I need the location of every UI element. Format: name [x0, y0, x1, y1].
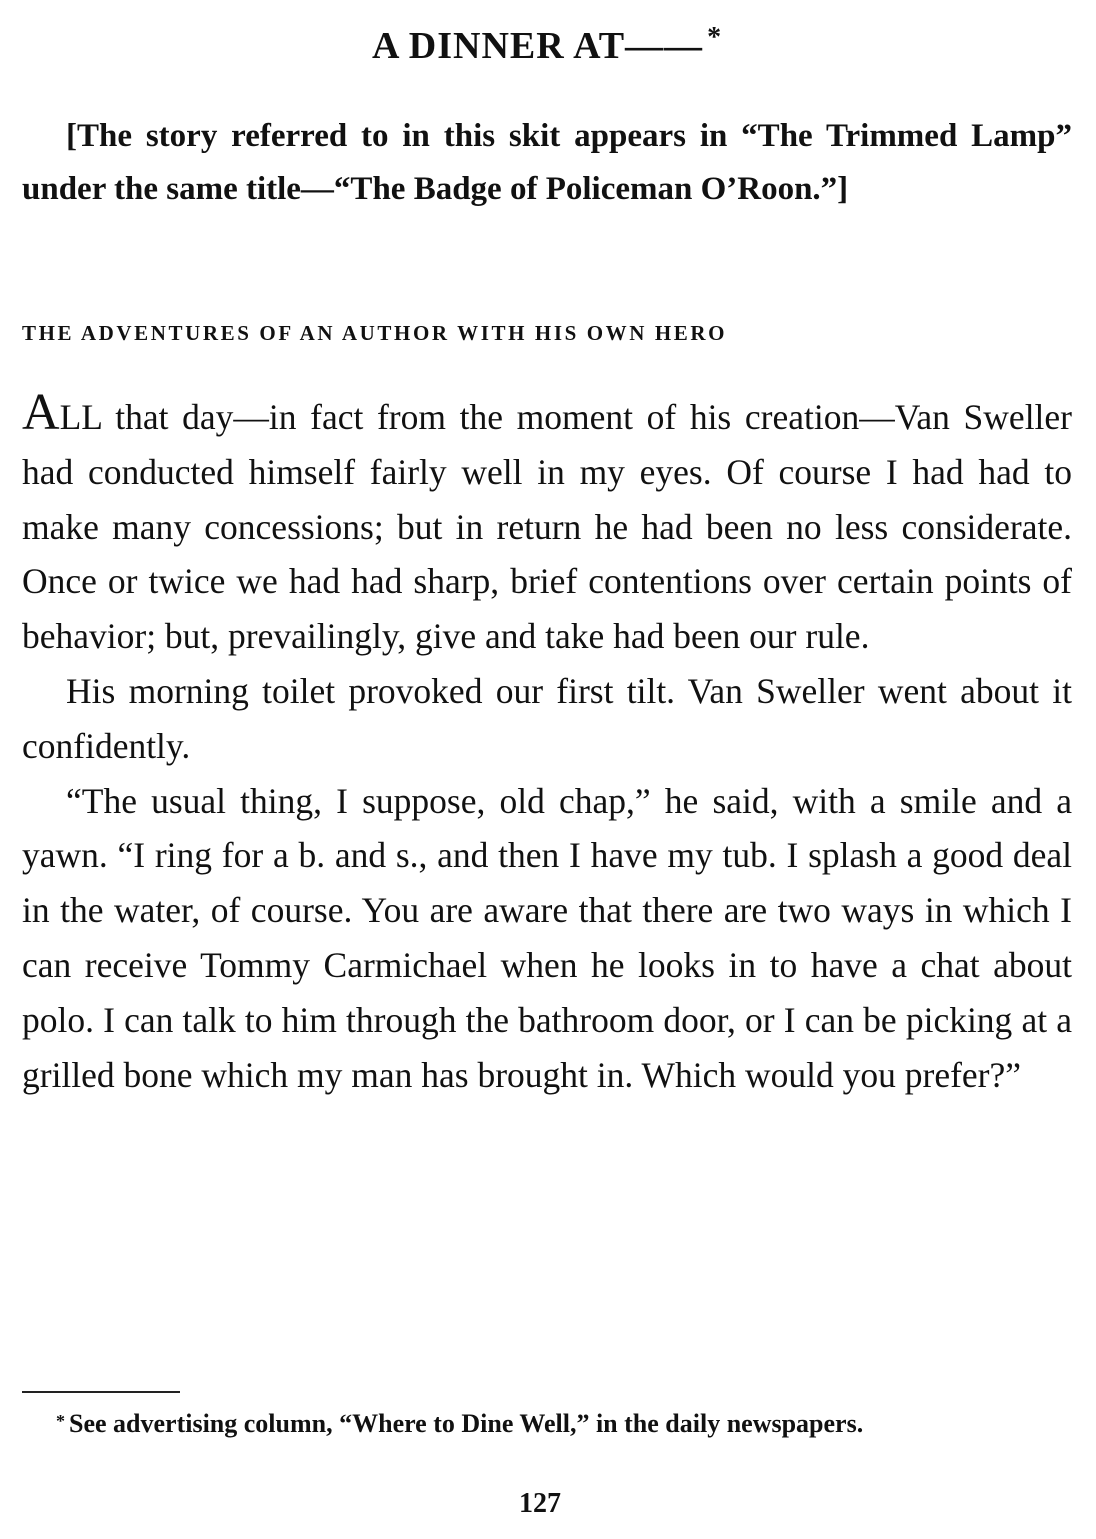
footnote-marker: *	[707, 22, 723, 53]
paragraph-1	[22, 384, 1072, 664]
paragraph-2: His morning toilet provoked our first tilt. Van Sweller went about it confidently.	[22, 670, 1072, 766]
editorial-note: [The story referred to in this skit appears in “The Trimmed Lamp” under the same title—“The Badge of Policeman O’Roon.”]	[22, 118, 1072, 207]
body-text	[22, 384, 1072, 1102]
drop-cap: A	[22, 384, 60, 441]
footnote-text: See advertising column, “Where to Dine Well,” in the daily newspapers.	[69, 1409, 864, 1438]
paragraph-3: “The usual thing, I suppose, old chap,” he said, with a smile and a yawn. “I ring for a b. and s., and then I have my tub. I splash a good deal in the water, of course. You are aware that there are two ways in which I can receive Tommy Carmichael when he looks in to have a chat about polo. I can talk to him through the bathroom door, or I can be picking at a grilled bone which my man has brought in. Which would you prefer?”	[22, 780, 1072, 1095]
subheading: THE ADVENTURES OF AN AUTHOR WITH HIS OWN HERO	[22, 321, 728, 345]
footnote-divider	[22, 1391, 180, 1393]
footnote-star: *	[56, 1411, 65, 1431]
footnote	[22, 1402, 1072, 1443]
paragraph-1-text: LL that day—in fact from the moment of his creation—Van Sweller had conducted himself fairly well in my eyes. Of course I had had to make many concessions; but in return he had been no less considerate. Once or twice we had had sharp, brief contentions over certain points of behavior; but, prevailingly, give and take had been our rule.	[22, 397, 1072, 657]
chapter-title-text: A DINNER AT——	[371, 25, 704, 67]
book-page	[22, 0, 1072, 1539]
chapter-title	[22, 14, 1072, 70]
page-number: 127	[519, 1488, 561, 1519]
